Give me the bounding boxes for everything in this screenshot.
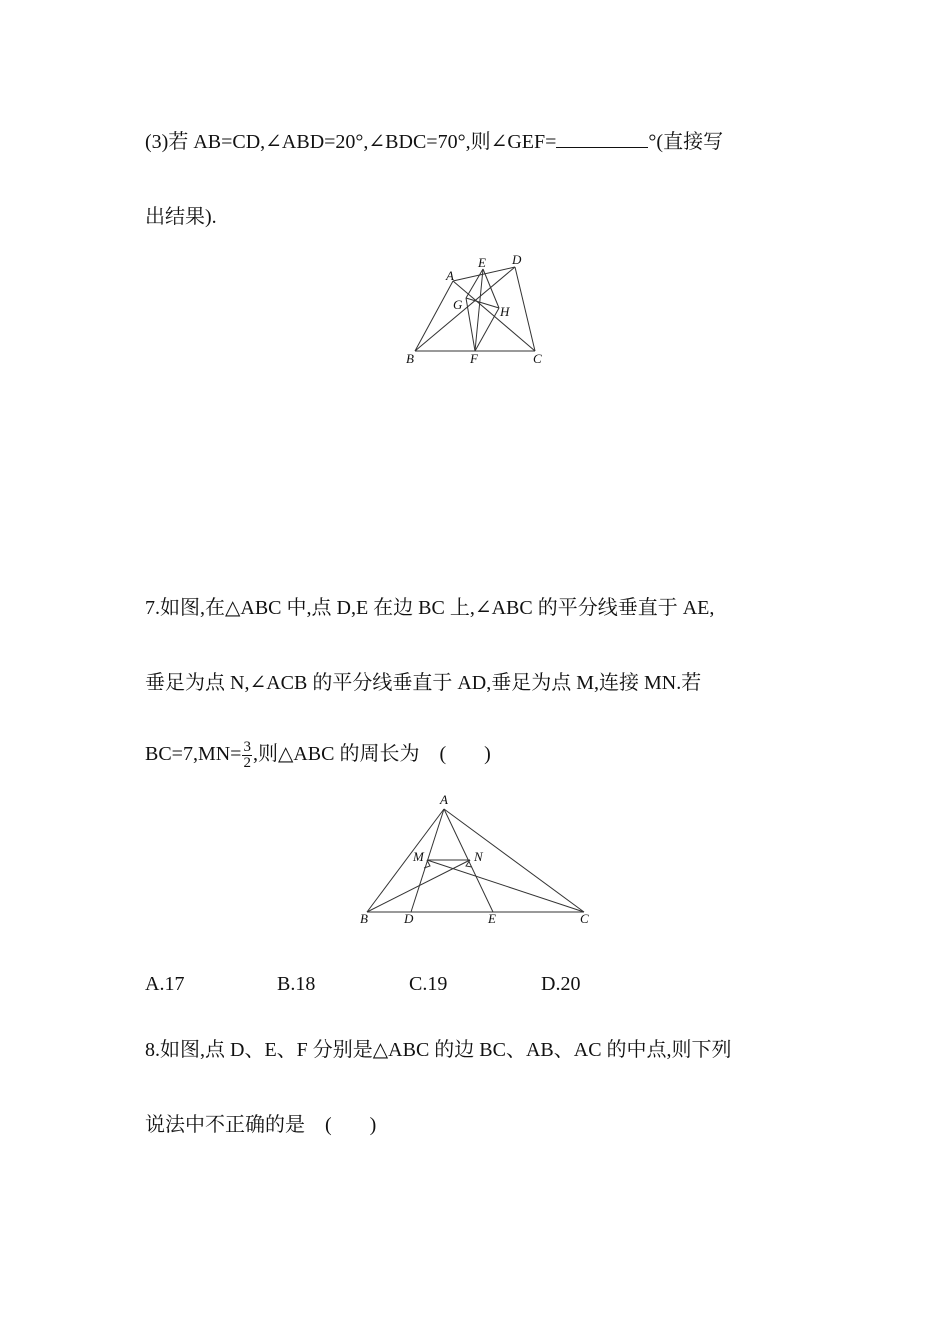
option-b[interactable]: B.18 (277, 973, 316, 995)
label-E: E (478, 255, 486, 270)
q7-line2: 垂足为点 N,∠ACB 的平分线垂直于 AD,垂足为点 M,连接 MN.若 (145, 672, 702, 694)
label-H: H (500, 304, 510, 319)
q8-line2 (145, 1111, 376, 1139)
q7-line1: 7.如图,在△ABC 中,点 D,E 在边 BC 上,∠ABC 的平分线垂直于 AE, (145, 597, 715, 619)
q6-part3-text-a: (3)若 AB=CD,∠ABD=20°,∠BDC=70°,则∠GEF= (145, 131, 557, 153)
figure-triangle (355, 790, 600, 930)
label-E: E (488, 911, 496, 926)
seg-DC (515, 267, 535, 351)
q8-line1: 8.如图,点 D、E、F 分别是△ABC 的边 BC、AB、AC 的中点,则下列 (145, 1039, 732, 1061)
q7-line3-text-b: ,则△ABC 的周长为 (252, 743, 420, 766)
label-D: D (512, 252, 522, 267)
seg-CM (427, 860, 584, 912)
seg-AB (415, 281, 453, 351)
fraction-three-halves (242, 740, 252, 771)
q7-line3-text-a: BC=7,MN= (145, 743, 242, 766)
answer-blank[interactable] (556, 129, 648, 148)
seg-GF (466, 298, 475, 351)
q6-part3-text-b: °(直接写 (648, 131, 724, 153)
seg-BN (367, 860, 470, 912)
q8-line2-text: 说法中不正确的是 (145, 1114, 305, 1136)
label-C: C (533, 351, 542, 366)
label-C: C (580, 911, 589, 926)
answer-parentheses[interactable]: ( ) (439, 743, 491, 766)
option-d[interactable]: D.20 (541, 973, 581, 995)
option-c[interactable]: C.19 (409, 973, 448, 995)
seg-EH (483, 269, 499, 308)
label-B: B (406, 351, 414, 366)
label-A: A (446, 268, 454, 283)
q6-part3-line1 (145, 128, 723, 156)
fraction-numerator: 3 (243, 739, 251, 755)
q6-part3-line2: 出结果). (145, 206, 217, 228)
figure-quadrilateral (400, 250, 560, 375)
label-B: B (360, 911, 368, 926)
option-a[interactable]: A.17 (145, 973, 185, 995)
label-M: M (413, 849, 424, 864)
fraction-denominator: 2 (243, 755, 251, 771)
label-A: A (440, 792, 448, 807)
label-F: F (470, 351, 478, 366)
label-D: D (404, 911, 414, 926)
label-N: N (474, 849, 483, 864)
q7-line3 (145, 740, 491, 771)
answer-parentheses[interactable]: ( ) (325, 1114, 377, 1136)
label-G: G (453, 297, 463, 312)
